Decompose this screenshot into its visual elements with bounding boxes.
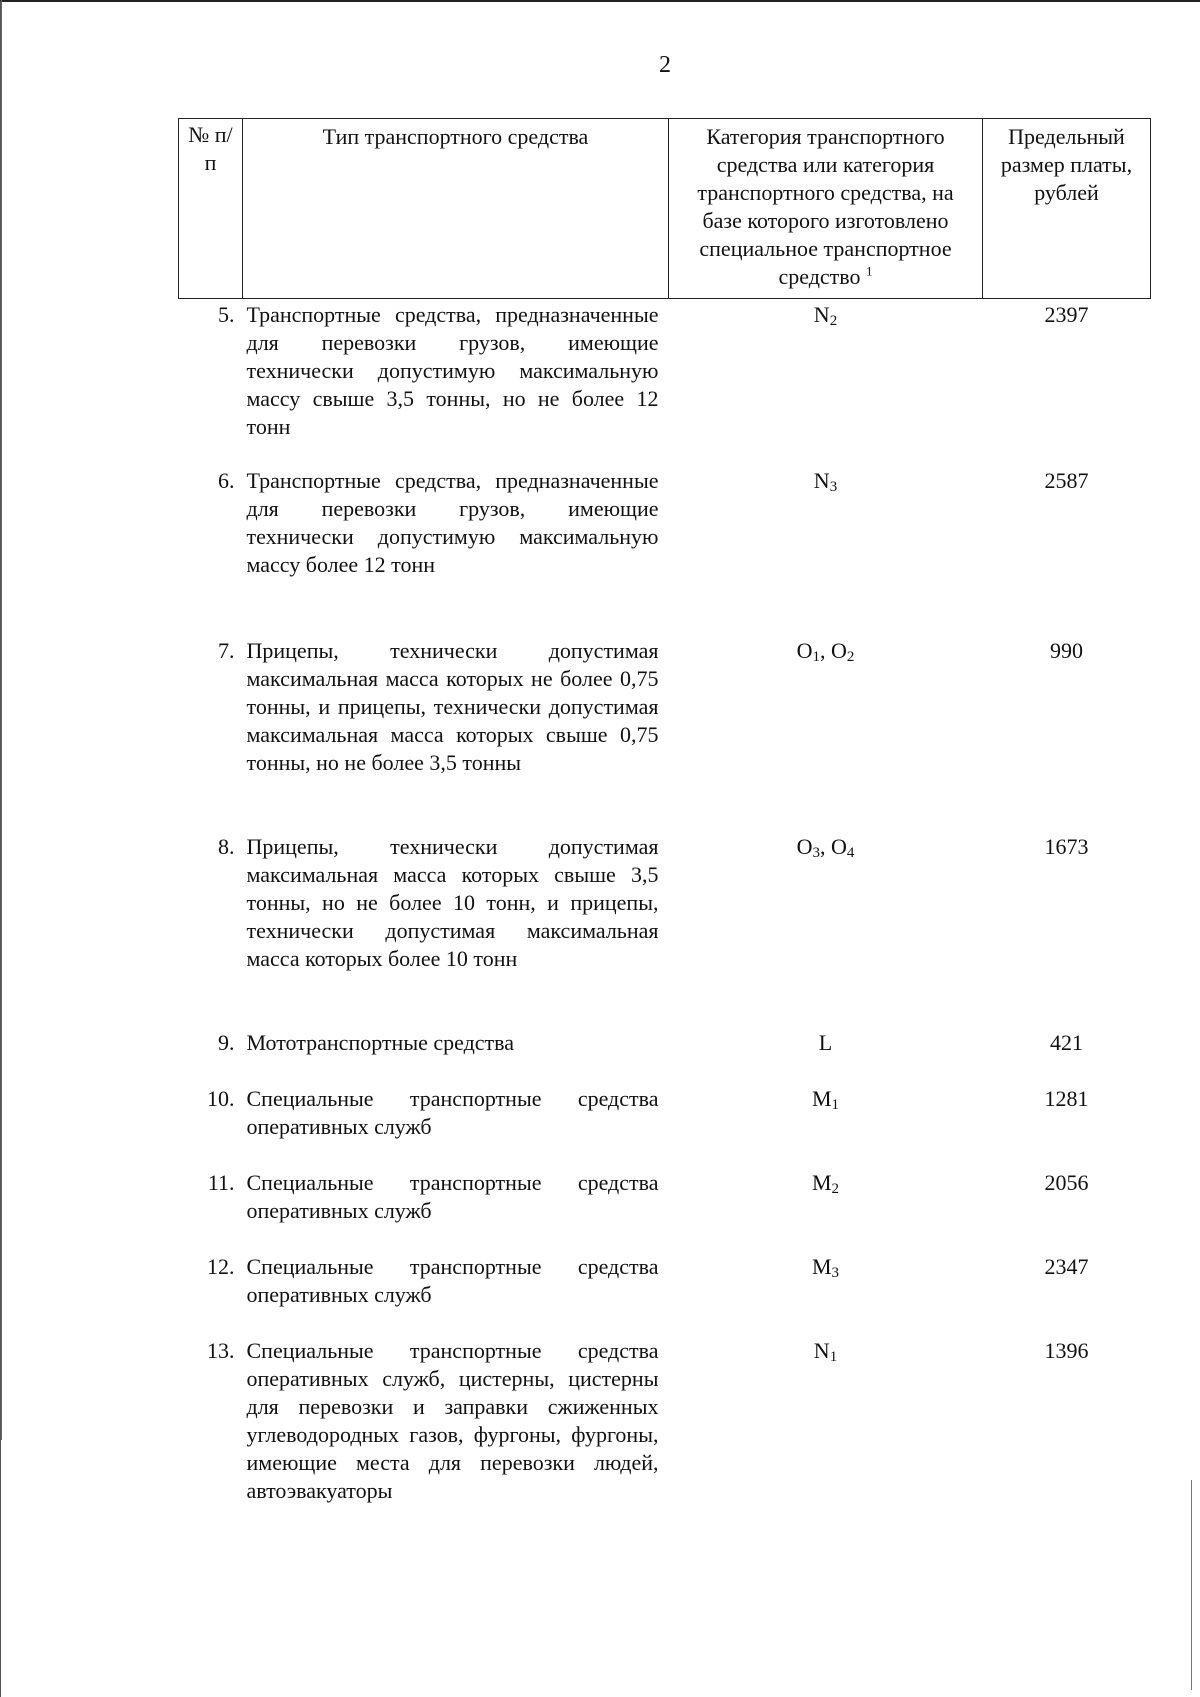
- header-category: [669, 119, 983, 299]
- row-vehicle-type: Мототранспортные средства: [246, 1030, 515, 1055]
- row-number: 5.: [218, 302, 235, 327]
- category-letter: N: [813, 468, 830, 493]
- category-subscript: 3: [829, 479, 838, 495]
- row-vehicle-type: Специальные транспортные средства оперативных служб: [246, 1254, 659, 1307]
- table-row: [179, 1029, 1151, 1085]
- header-number: № п/п: [179, 119, 243, 299]
- row-fee: 2397: [1044, 302, 1089, 327]
- table-row: [179, 299, 1151, 468]
- table-row: [179, 833, 1151, 1029]
- table-row: [179, 467, 1151, 637]
- row-fee: 1673: [1044, 834, 1089, 859]
- row-fee: 2347: [1044, 1254, 1089, 1279]
- row-category: [669, 299, 983, 468]
- header-category-footnote: 1: [866, 263, 873, 279]
- header-vehicle-type: Тип транспортного средства: [243, 119, 669, 299]
- category-letter: O: [796, 834, 813, 859]
- category-subscript: 3: [831, 1265, 840, 1281]
- fee-table: [178, 118, 1151, 1517]
- row-category: [669, 833, 983, 1029]
- row-category: [669, 1085, 983, 1169]
- row-number: 9.: [218, 1030, 235, 1055]
- category-letter: M: [811, 1254, 832, 1279]
- table-row: [179, 1337, 1151, 1517]
- category-letter: N: [813, 1338, 830, 1363]
- category-letter: O: [831, 638, 847, 663]
- row-fee: 990: [1050, 638, 1083, 663]
- category-subscript: 2: [846, 649, 855, 665]
- row-fee: 2056: [1044, 1170, 1089, 1195]
- table-row: [179, 1253, 1151, 1337]
- row-vehicle-type: Прицепы, технически допустимая максимальная масса которых свыше 3,5 тонны, но не более 10 тонн, и прицепы, технически допустимая максимальная масса которых более 10 тонн: [246, 834, 659, 971]
- row-number: 6.: [218, 468, 235, 493]
- category-subscript: 1: [812, 649, 820, 665]
- category-subscript: 1: [829, 1349, 838, 1365]
- row-vehicle-type: Транспортные средства, предназначенные для перевозки грузов, имеющие технически допустимую максимальную массу свыше 3,5 тонны, но не более 12 тонн: [246, 302, 659, 439]
- row-vehicle-type: Прицепы, технически допустимая максимальная масса которых не более 0,75 тонны, и прицепы, технически допустимая максимальная масса которых свыше 0,75 тонны, но не более 3,5 тонны: [246, 638, 659, 775]
- header-fee: Предельный размер платы, рублей: [983, 119, 1151, 299]
- row-category: [669, 1253, 983, 1337]
- row-vehicle-type: Специальные транспортные средства оперативных служб, цистерны, цистерны для перевозки и заправки сжиженных углеводородных газов, фургоны, фургоны, имеющие места для перевозки людей, автоэвакуаторы: [246, 1338, 659, 1503]
- page-number: 2: [659, 52, 671, 78]
- category-letter: M: [811, 1170, 832, 1195]
- header-category-text: Категория транспортного средства или категория транспортного средства, на базе которого изготовлено специальное транспортное средство: [697, 124, 954, 289]
- row-number: 7.: [218, 638, 235, 663]
- category-letter: N: [813, 302, 830, 327]
- category-letter: O: [831, 834, 847, 859]
- category-subscript: 2: [829, 313, 838, 329]
- row-category: [669, 1029, 983, 1085]
- scan-edge-line-right: [1191, 1480, 1192, 1690]
- row-vehicle-type: Специальные транспортные средства оперативных служб: [246, 1086, 659, 1139]
- row-number: 10.: [207, 1086, 235, 1111]
- row-category: [669, 467, 983, 637]
- category-letter: O: [796, 638, 813, 663]
- row-number: 13.: [207, 1338, 235, 1363]
- category-separator: ,: [820, 834, 831, 859]
- table-row: [179, 1169, 1151, 1253]
- row-fee: 1396: [1044, 1338, 1089, 1363]
- row-number: 12.: [207, 1254, 235, 1279]
- category-separator: ,: [820, 638, 831, 663]
- table-row: [179, 1085, 1151, 1169]
- category-letter: L: [818, 1030, 833, 1055]
- category-letter: M: [811, 1086, 832, 1111]
- row-category: [669, 637, 983, 833]
- table-header-row: [179, 119, 1151, 299]
- category-subscript: 3: [812, 845, 820, 861]
- row-number: 8.: [218, 834, 235, 859]
- category-subscript: 1: [831, 1097, 840, 1113]
- category-subscript: 4: [846, 845, 855, 861]
- scan-edge-line: [1, 0, 2, 1440]
- category-subscript: 2: [831, 1181, 840, 1197]
- row-category: [669, 1169, 983, 1253]
- row-fee: 1281: [1044, 1086, 1089, 1111]
- row-vehicle-type: Специальные транспортные средства оперативных служб: [246, 1170, 659, 1223]
- row-fee: 2587: [1044, 468, 1089, 493]
- fee-table-container: [178, 118, 1150, 1517]
- row-category: [669, 1337, 983, 1517]
- row-vehicle-type: Транспортные средства, предназначенные для перевозки грузов, имеющие технически допустимую максимальную массу более 12 тонн: [246, 468, 659, 577]
- row-number: 11.: [207, 1170, 235, 1195]
- row-fee: 421: [1050, 1030, 1083, 1055]
- table-row: [179, 637, 1151, 833]
